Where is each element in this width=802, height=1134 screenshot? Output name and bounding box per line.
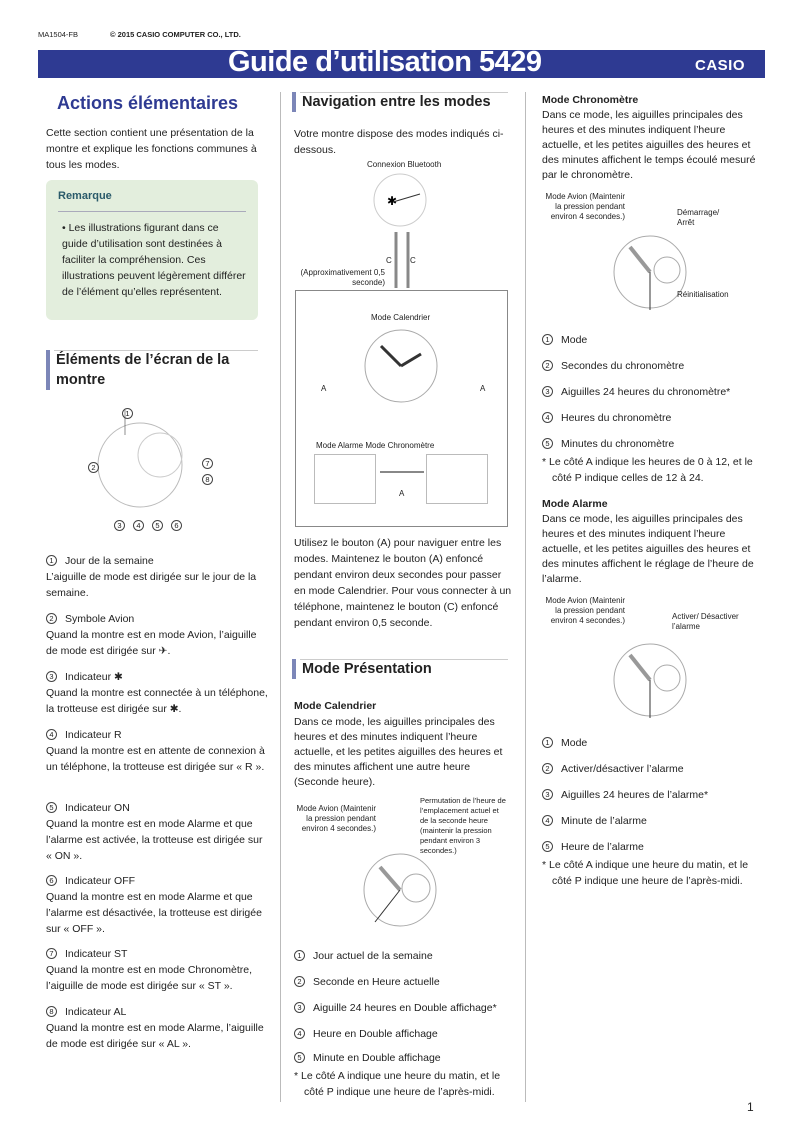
list-item: 1 Mode	[542, 735, 762, 761]
chrono-watch-diagram	[605, 232, 695, 312]
list-item: 5 Heure de l’alarme	[542, 839, 762, 857]
list-item: 5 Indicateur ON Quand la montre est en mode Alarme et que l’alarme est activée, la trotteuse est dirigée sur « ON ».	[46, 802, 263, 862]
footnote: * Le côté A indique une heure du matin, et le côté P indique une heure de l’après-midi.	[542, 859, 749, 887]
airplane-mode-label: Mode Avion (Maintenir la pression pendant environ 4 secondes.)	[545, 192, 625, 221]
calendar-mode-label: Mode Calendrier	[371, 313, 431, 322]
list-item: 1 Mode	[542, 332, 762, 358]
section-heading: Actions élémentaires	[57, 93, 239, 113]
mode-diagram-box	[295, 290, 508, 527]
list-item: 6 Indicateur OFF Quand la montre est en mode Alarme et que l’alarme est désactivée, la trotteuse est dirigée sur « OFF ».	[46, 875, 262, 935]
list-item: 8 Indicateur AL Quand la montre est en mode Alarme, l’aiguille de mode est dirigée sur « AL ».	[46, 1006, 264, 1050]
chrono-list	[542, 332, 762, 486]
list-item: 4 Indicateur R Quand la montre est en attente de connexion à un téléphone, la trotteuse est dirigée sur « R ».	[46, 729, 265, 773]
airplane-mode-label: Mode Avion (Maintenir la pression pendant environ 4 secondes.)	[296, 804, 376, 833]
list-item: 2 Secondes du chronomètre	[542, 358, 762, 384]
list-item: 2 Seconde en Heure actuelle	[294, 974, 510, 1000]
alarm-toggle-label: Activer/ Désactiver l’alarme	[672, 612, 739, 631]
list-item: 4 Heure en Double affichage	[294, 1026, 510, 1050]
list-item: 2 Symbole Avion Quand la montre est en mode Avion, l’aiguille de mode est dirigée sur ✈.	[46, 613, 257, 657]
bluetooth-label: Connexion Bluetooth	[367, 160, 442, 169]
alarm-list	[542, 735, 762, 889]
list-item: 3 Aiguilles 24 heures du chronomètre*	[542, 384, 762, 410]
list-item: 1 Jour actuel de la semaine	[294, 948, 510, 974]
alarm-text: Dans ce mode, les aiguilles principales des heures et des minutes indiquent l’heure actuelle, et les petites aiguilles des heures et des minutes affichent le réglage de l’heure de l’alarme.	[542, 513, 754, 585]
airplane-mode-label: Mode Avion (Maintenir la pression pendant environ 4 secondes.)	[545, 596, 625, 625]
subheading: Mode Calendrier	[294, 700, 377, 712]
button-a-label: A	[321, 384, 327, 393]
list-item: 5 Minute en Double affichage	[294, 1050, 510, 1068]
column-divider	[280, 92, 281, 1102]
start-stop-label: Démarrage/ Arrêt	[677, 208, 720, 227]
copyright: © 2015 CASIO COMPUTER CO., LTD.	[110, 30, 241, 39]
section-heading: Navigation entre les modes	[292, 92, 508, 112]
intro-text: Cette section contient une présentation de la montre et explique les fonctions communes à tous les modes.	[46, 127, 257, 171]
label-8: 8	[202, 474, 213, 485]
footnote: * Le côté A indique les heures de 0 à 12, et le côté P indique celles de 12 à 24.	[542, 456, 753, 484]
alarm-watch	[314, 454, 376, 504]
alarm-watch-diagram	[605, 640, 695, 720]
label-7: 7	[202, 458, 213, 469]
calendar-list	[294, 948, 510, 1100]
arrow	[380, 471, 424, 473]
button-a-label: A	[480, 384, 486, 393]
list-item: 4 Heures du chronomètre	[542, 410, 762, 436]
list-item: 3 Aiguilles 24 heures de l’alarme*	[542, 787, 762, 813]
subheading: Mode Chronomètre	[542, 94, 639, 106]
page-title: Guide d’utilisation 5429	[228, 46, 542, 78]
list-item: 1 Jour de la semaine L’aiguille de mode est dirigée sur le jour de la semaine.	[46, 555, 257, 599]
calendar-watch-diagram	[350, 852, 450, 932]
casio-logo: CASIO	[694, 57, 745, 74]
page-number: 1	[747, 1100, 754, 1114]
subheading: Mode Alarme	[542, 498, 608, 510]
button-c-label: C	[386, 256, 392, 265]
note-title: Remarque	[58, 190, 112, 202]
chrono-text: Dans ce mode, les aiguilles principales des heures et des minutes indiquent l’heure actuelle, et les petites aiguilles des heures et des minutes affichent le temps écoulé mesuré par le chronomètre.	[542, 109, 756, 181]
button-a-label: A	[399, 489, 405, 498]
alarm-chrono-label: Mode Alarme Mode Chronomètre	[316, 441, 435, 450]
list-item: 5 Minutes du chronomètre	[542, 436, 762, 454]
navigation-text: Utilisez le bouton (A) pour naviguer entre les modes. Maintenez le bouton (A) enfoncé pendant environ deux secondes pour passer en mode Calendrier. Pour vous connecter à un téléphone, maintenez le bouton (C) enfoncé pendant environ 0,5 seconde.	[294, 537, 512, 629]
list-item: 7 Indicateur ST Quand la montre est en mode Chronomètre, l’aiguille de mode est dirigée sur « ST ».	[46, 948, 253, 992]
list-item: 3 Indicateur ✱ Quand la montre est connectée à un téléphone, la trotteuse est dirigée sur ✱.	[46, 671, 268, 715]
intro-text: Votre montre dispose des modes indiqués ci-dessous.	[294, 128, 504, 156]
column-divider	[525, 92, 526, 1102]
section-heading: Mode Présentation	[292, 659, 508, 679]
bluetooth-watch-diagram	[365, 172, 435, 232]
list-item: 2 Activer/désactiver l’alarme	[542, 761, 762, 787]
label-1: 1	[122, 408, 133, 419]
footnote: * Le côté A indique une heure du matin, et le côté P indique une heure de l’après-midi.	[294, 1070, 501, 1098]
diagram-bottom-labels: 3 4 5 6	[114, 520, 190, 532]
svg-text:✱: ✱	[387, 194, 398, 208]
reset-label: Réinitialisation	[677, 290, 729, 299]
note-box	[46, 180, 258, 320]
label-2: 2	[88, 462, 99, 473]
element-list	[46, 553, 271, 1062]
section-heading: Éléments de l’écran de la montre	[46, 350, 258, 390]
header-bar	[38, 46, 765, 78]
doc-code: MA1504-FB	[38, 30, 79, 39]
swap-time-label: Permutation de l’heure de l’emplacement actuel et de la seconde heure (maintenir la pression pendant environ 3 secondes.)	[420, 796, 506, 855]
button-c-label: C	[410, 256, 416, 265]
chrono-watch	[426, 454, 488, 504]
calendar-watch	[351, 326, 451, 406]
list-item: 4 Minute de l’alarme	[542, 813, 762, 839]
calendar-text: Dans ce mode, les aiguilles principales des heures et des minutes indiquent l’heure actuelle, et les petites aiguilles des heures et des minutes affichent une autre heure (Seconde heure).	[294, 716, 503, 788]
approx-label: (Approximativement 0,5 seconde)	[300, 268, 385, 287]
list-item: 3 Aiguille 24 heures en Double affichage*	[294, 1000, 510, 1026]
note-text: • Les illustrations figurant dans ce guide d’utilisation sont destinées à faciliter la compréhension. Ces illustrations peuvent légèrement différer de l’élément qu’elles représentent.	[62, 222, 246, 298]
